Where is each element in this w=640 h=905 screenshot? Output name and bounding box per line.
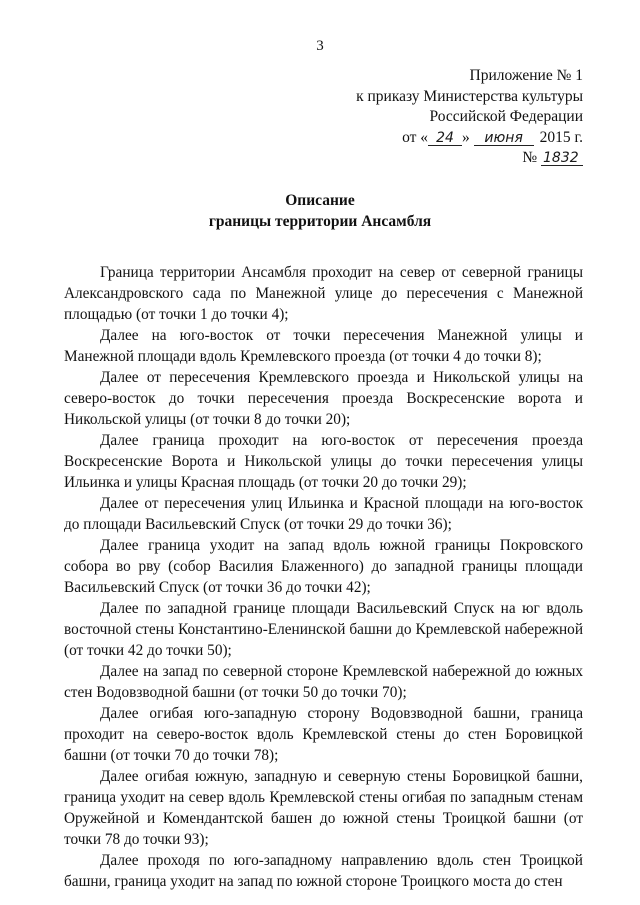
paragraph: Граница территории Ансамбля проходит на север от северной границы Александровского сада по Манежной улице до пересечения с Манежной площадью (от точки 1 до точки 4);: [64, 264, 583, 323]
order-number-handwritten: 1832: [541, 151, 583, 166]
appendix-header: [283, 66, 583, 169]
paragraph: Далее от пересечения Кремлевского проезда и Никольской улицы на северо-восток до точки пересечения проезда Воскресенские ворота и Никольской улицы (от точки 8 до точки 20);: [64, 369, 583, 428]
appendix-title: Приложение № 1: [469, 67, 583, 84]
document-body: [64, 262, 583, 892]
paragraph: Далее на юго-восток от точки пересечения Манежной улицы и Манежной площади вдоль Кремлевского проезда (от точки 4 до точки 8);: [64, 327, 583, 365]
appendix-date-line: [283, 128, 583, 149]
date-day-handwritten: 24: [428, 131, 462, 146]
appendix-order-ref: к приказу Министерства культуры: [356, 87, 583, 105]
paragraph: Далее граница проходит на юго-восток от пересечения проезда Воскресенские Ворота и Никольской улицы до точки пересечения улицы Ильинка и улицы Красная площадь (от точки 20 до точки 29);: [64, 432, 583, 491]
title-line-1: Описание: [285, 192, 355, 209]
number-prefix: №: [522, 149, 538, 166]
paragraph: Далее огибая юго-западную сторону Водовзводной башни, граница проходит на северо-восток вдоль Кремлевской стены до стен Боровицкой башни (от точки 70 до точки 78);: [64, 705, 583, 764]
page-number: 3: [316, 38, 324, 54]
paragraph: Далее граница уходит на запад вдоль южной границы Покровского собора во рву (собор Василия Блаженного) до западной границы площади Васильевский Спуск (от точки 36 до точки 42);: [64, 537, 583, 596]
paragraph: Далее проходя по юго-западному направлению вдоль стен Троицкой башни, граница уходит на запад по южной стороне Троицкого моста до стен: [64, 852, 583, 890]
appendix-federation: Российской Федерации: [429, 108, 583, 125]
paragraph: Далее по западной границе площади Васильевский Спуск на юг вдоль восточной стены Константино-Еленинской башни до Кремлевской набережной (от точки 42 до точки 50);: [64, 600, 583, 659]
paragraph: Далее огибая южную, западную и северную стены Боровицкой башни, граница уходит на север вдоль Кремлевской стены огибая по западным стенам Оружейной и Комендантской башен до южной стены Троицкой башни (от точки 78 до точки 93);: [64, 768, 583, 848]
document-title: [0, 190, 640, 232]
date-month-handwritten: июня: [474, 131, 534, 146]
appendix-number-line: [283, 148, 583, 169]
date-suffix: 2015 г.: [539, 128, 583, 146]
date-mid: »: [462, 128, 470, 146]
paragraph: Далее от пересечения улиц Ильинка и Красной площади на юго-восток до площади Васильевский Спуск (от точки 29 до точки 36);: [64, 495, 583, 533]
paragraph: Далее на запад по северной стороне Кремлевской набережной до южных стен Водовзводной башни (от точки 50 до точки 70);: [64, 663, 583, 701]
title-line-2: границы территории Ансамбля: [208, 213, 432, 230]
date-prefix: от «: [402, 128, 429, 146]
